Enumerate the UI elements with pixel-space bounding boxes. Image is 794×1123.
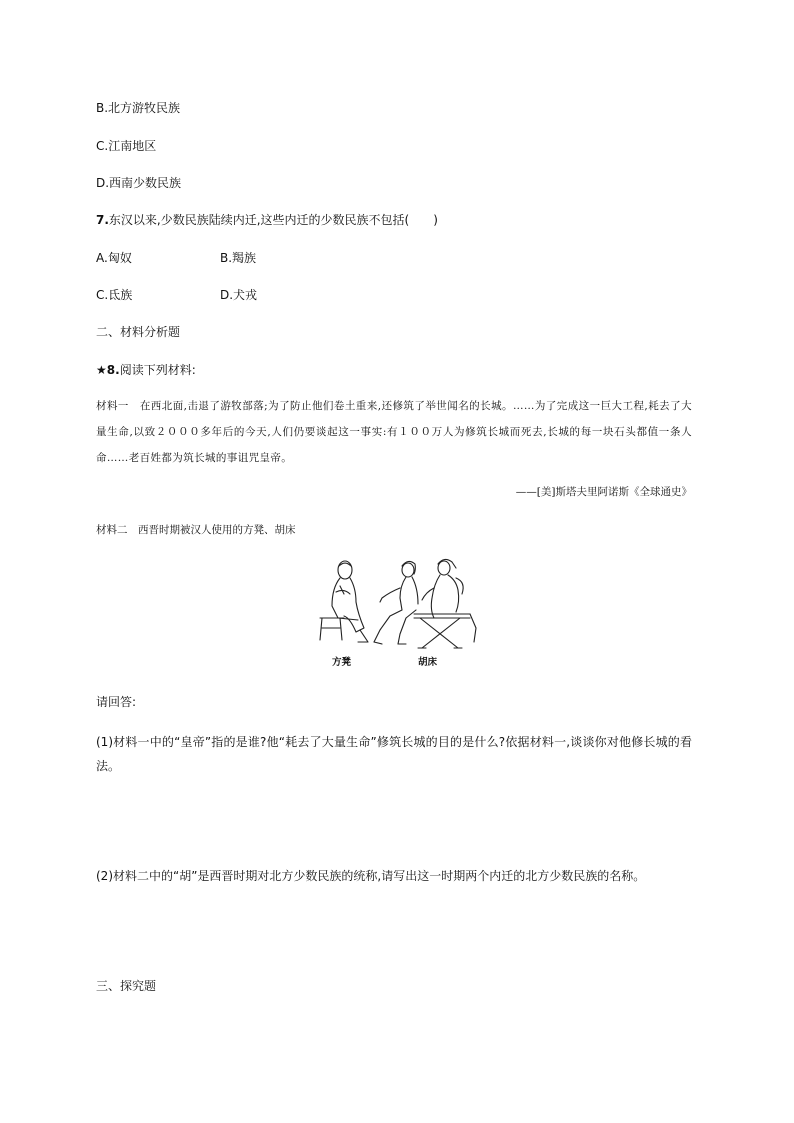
- section-2-title: 二、材料分析题: [96, 325, 181, 339]
- stools-illustration: [310, 558, 480, 668]
- q7-option-c: C.氐族: [96, 288, 133, 302]
- material-2-caption: 材料二 西晋时期被汉人使用的方凳、胡床: [96, 524, 296, 536]
- material-1-source: ——[美]斯塔夫里阿诺斯《全球通史》: [515, 486, 692, 498]
- q7-option-d: D.犬戎: [220, 288, 258, 302]
- q7-option-a: A.匈奴: [96, 251, 132, 265]
- question-8-heading: [96, 362, 196, 378]
- figure-label-square-stool: 方凳: [332, 657, 352, 668]
- q6-option-d: D.西南少数民族: [96, 176, 182, 190]
- material-1-text: 材料一 在西北面,击退了游牧部落;为了防止他们卷土重来,还修筑了举世闻名的长城。……为了完成这一巨大工程,耗去了大量生命,以致２０００多年后的今天,人们仍要谈起这一事实:有１００万人为修筑长城而死去,长城的每一块石头都值一条人命……老百姓都为筑长城的事诅咒皇帝。: [96, 400, 692, 464]
- figure-label-folding-stool: 胡床: [418, 657, 438, 668]
- question-8-number: 8.: [106, 363, 120, 377]
- question-8-prompt: 阅读下列材料:: [119, 363, 196, 377]
- question-8-sub-1: (1)材料一中的“皇帝”指的是谁?他“耗去了大量生命”修筑长城的目的是什么?依据材料一,谈谈你对他修长城的看法。: [96, 735, 692, 773]
- question-7-text: 东汉以来,少数民族陆续内迁,这些内迁的少数民族不包括( ): [108, 213, 438, 227]
- question-7-stem: [96, 212, 438, 228]
- answer-prompt: 请回答:: [96, 695, 137, 709]
- question-7-number: 7.: [96, 213, 109, 227]
- q7-option-b: B.羯族: [220, 251, 257, 265]
- section-3-title: 三、探究题: [96, 979, 157, 993]
- q6-option-b: B.北方游牧民族: [96, 101, 181, 115]
- q6-option-c: C.江南地区: [96, 139, 157, 153]
- stools-drawing: [310, 558, 480, 654]
- question-8-sub-2: (2)材料二中的“胡”是西晋时期对北方少数民族的统称,请写出这一时期两个内迁的北方少数民族的名称。: [96, 869, 646, 883]
- star-icon: ★: [96, 363, 107, 377]
